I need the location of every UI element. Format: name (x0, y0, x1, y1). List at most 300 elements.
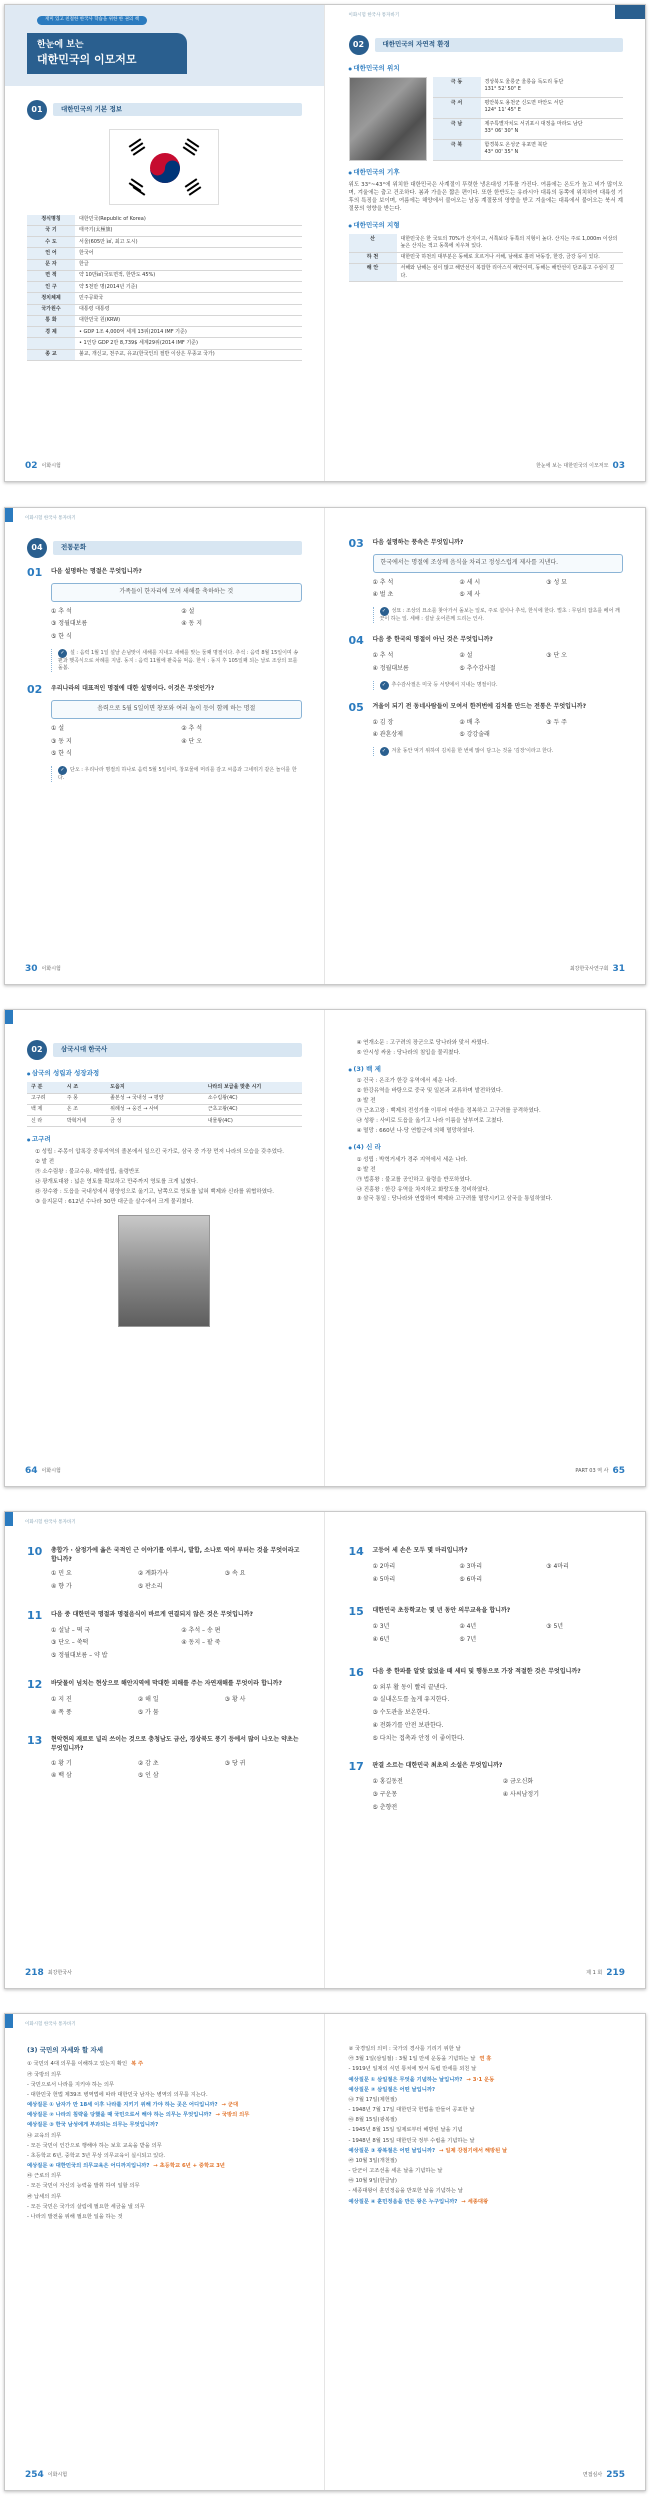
page-number: 255 (606, 2469, 625, 2480)
choice[interactable]: ② 4년 (459, 1623, 477, 1631)
list-item: ③ 삼국 통일 : 당나라와 연합하여 백제와 고구려를 멸망시키고 삼국을 통일하였다. (356, 1196, 553, 1203)
page-label: 이화시험 (41, 965, 61, 972)
table-row: 인 구 약 5천만 명(2014년 기준) (27, 282, 302, 293)
choice[interactable]: ① 황 기 (51, 1759, 72, 1767)
page-label: 한눈에 보는 대한민국의 이모저모 (536, 462, 609, 469)
choice-list (349, 713, 624, 740)
question-02 (27, 684, 302, 782)
choice-list (349, 1617, 624, 1644)
table-row: 고구려 주 몽 졸본성 → 국내성 → 평양 소수림왕(4C) (27, 1093, 302, 1104)
list-item: - 모든 국민은 국가의 살림에 필요한 세금을 낼 의무 (27, 2203, 145, 2210)
list-item: ② 발 전 (356, 1166, 376, 1173)
corner-tab (5, 1512, 13, 1526)
page-label: 이화시험 (41, 462, 61, 469)
table-row: • 1인당 GDP 2만 8,739$ 세계29위(2014 IMF 기준) (27, 338, 302, 349)
page-label: PART 03 역 사 (575, 1467, 609, 1474)
question-14 (349, 1546, 624, 1584)
question-01 (27, 567, 302, 672)
choice[interactable]: ④ 벌 초 (372, 591, 394, 599)
list-item: - 단군이 고조선을 세운 날을 기념하는 날 (348, 2168, 443, 2175)
running-head: 이화시험 한국사 통자바기 (25, 516, 76, 521)
answer-note: → 세종대왕 (461, 2198, 489, 2205)
list-item: 예상질문 ① 남자가 만 18세 이후 나라를 지키기 위해 가야 하는 곳은 어디입니까? → 군대 (27, 2102, 239, 2109)
spread-3 (4, 1009, 646, 1487)
question-text: 다음 중 한파를 알맞 없었을 때 세티 및 행동으로 가장 적절한 것은 무엇입니까? (372, 1667, 581, 1675)
list-item: - 1945년 8월 15일 일제로부터 해방된 날을 기념 (348, 2127, 463, 2134)
section-badge: 01 (27, 100, 47, 120)
choice[interactable]: ⑤ 강강술래 (459, 731, 490, 739)
choice[interactable]: ③ 황 사 (224, 1695, 246, 1703)
choice[interactable]: ③ 구운몽 (372, 1790, 398, 1798)
explanation: ✓ 설 : 음력 1월 1일 설날 손님맞이 새해를 지내고 새해를 맞는 둘째 명절이다. 추석 : 음력 8월 15일이며 송편과 햇곡식으로 차례를 지냄. 동지 : 음력 11월에 팥죽을 먹음. 한식 : 동지 후 105일째 되는 날로 조상의 묘를 돌봄. (51, 649, 302, 673)
page-footer (25, 460, 61, 473)
choice[interactable]: ⑤ 추수감사절 (459, 665, 496, 672)
list-item: - 모든 국민이 자신의 능력을 발휘 하여 일할 의무 (27, 2183, 140, 2190)
question-number: 10 (27, 1545, 43, 1558)
explanation: ✓ 추수감사절은 미국 등 서양에서 지내는 명절이다. (373, 681, 624, 690)
choice[interactable]: ③ 동 지 (51, 737, 72, 745)
choice[interactable]: ② 설 (181, 607, 195, 615)
duties-list (27, 2061, 302, 2221)
choice[interactable]: ③ 단 오 (546, 652, 567, 660)
question-number: 03 (348, 537, 364, 550)
list-item: ② 발 전 (35, 1158, 55, 1165)
question-number: 02 (27, 683, 43, 697)
question-text: 다음 설명하는 풍속은 무엇입니까? (372, 539, 464, 546)
table-row: 정식명칭 대한민국(Republic of Korea) (27, 215, 302, 226)
stele-photo (118, 1215, 210, 1327)
corner-tab (5, 1010, 13, 1024)
table-row: 국가원수 대통령 대통령 (27, 304, 302, 315)
page-02 (5, 5, 325, 481)
given-box: 가족들이 한자리에 모여 새해를 축하하는 것 (51, 583, 302, 602)
table-row: 신 라 박혁거세 금 성 내물왕(4C) (27, 1116, 302, 1127)
choice[interactable]: ④ 향 가 (51, 1583, 72, 1591)
list-item: ① 건국 : 온조가 한강 유역에서 세운 나라. (356, 1078, 457, 1085)
table-row: 극 서 평안북도 용천군 신도면 마안도 서단 124° 11' 45" E (433, 98, 624, 119)
answer-note: → 국방의 의무 (215, 2112, 250, 2119)
table-row: 국 기 태극기(太極旗) (27, 225, 302, 236)
table-row: 하 천 대한민국 하천의 대부분은 동해로 흐르거나 서해, 남해로 흘러 낙동강, 한강, 금강 등이 있다. (349, 252, 624, 263)
list-item: ① 성립 : 주몽이 압록강 중류지역의 졸본에서 일으킨 국가로, 삼국 중 가장 먼저 나라의 모습을 갖추었다. (35, 1148, 285, 1155)
header-small: 재미 있고 친절한 한국사 학습을 위한 한 권의 책 (37, 16, 147, 25)
choice-list (27, 719, 302, 759)
choice[interactable]: ⑤ 인 삼 (137, 1772, 159, 1780)
subtitle-climate: ● 대한민국의 기후 (349, 168, 624, 177)
page-footer (570, 963, 625, 976)
table-header-row: 구 분 시 조 도읍지 나라의 보급을 맞춘 시기 (27, 1082, 302, 1093)
list-item: ㉯ 성왕 : 사비로 도읍을 옮기고 나라 이름을 남부여로 고쳤다. (356, 1118, 504, 1125)
choice[interactable]: ⑤ 춘향전 (372, 1803, 398, 1811)
question-number: 01 (27, 566, 43, 579)
choice[interactable]: ③ 단오 – 쑥떡 (51, 1639, 89, 1647)
table-row: 산 대한민국은 한 국토의 70%가 산지이고, 서쪽보다 동쪽의 지형이 높다. 산지는 주로 1,000m 이상의 높은 산지는 적고 동쪽에 치우쳐 있다. (349, 234, 624, 252)
list-item: 예상질문 ① 삼일절은 무엇을 기념하는 날입니까? → 3·1 운동 (348, 2076, 495, 2083)
page-number: 31 (612, 963, 625, 974)
question-text: 다음 설명하는 명절은 무엇입니까? (51, 568, 142, 575)
choice[interactable]: ② 감 초 (137, 1759, 159, 1767)
section-title: 대한민국의 자연적 환경 (375, 38, 624, 51)
page-number: 218 (25, 1967, 44, 1978)
choice[interactable]: ④ 정월대보름 (372, 665, 409, 672)
subtitle-silla: ● (4) 신 라 (349, 1143, 624, 1152)
page-number: 219 (606, 1967, 625, 1978)
choice-list (27, 602, 302, 642)
page-64 (5, 1010, 325, 1486)
list-item: ② 국경일의 의미 : 국가의 경사를 기리기 위한 날 (348, 2046, 461, 2052)
question-04 (349, 635, 624, 689)
list-item: - 1948년 8월 15일 대한민국 정부 수립을 기념하는 날 (348, 2137, 475, 2144)
question-number: 13 (27, 1734, 43, 1748)
choice[interactable]: ① 2마리 (372, 1563, 396, 1570)
table-row: 극 남 제주특별자치도 서귀포시 대정읍 마라도 남단 33° 06' 30" N (433, 119, 624, 140)
choice[interactable]: ④ 5마리 (372, 1575, 396, 1583)
answer-note: → 일제 강점기에서 해방된 날 (439, 2147, 508, 2154)
section-badge: 02 (27, 1040, 47, 1060)
page-label: 면접심사 (582, 2471, 603, 2478)
section-02-head (349, 35, 624, 55)
choice[interactable]: ② 추석 – 송 편 (181, 1626, 221, 1634)
choice[interactable]: ① 추 석 (372, 652, 394, 660)
choice-list (27, 1564, 302, 1591)
corner-tab (5, 2014, 13, 2028)
table-row: 문 자 한글 (27, 259, 302, 270)
question-text: 총합가 · 삼정가에 옳은 국적인 근 이야기를 이루시, 발합, 소나로 역어 부터는 것을 무엇이라고 합니까? (51, 1547, 300, 1563)
list-item: - 모든 국민이 인간으로 행해야 하는 보호 교육을 받을 의무 (27, 2142, 162, 2149)
page-label: 이화시험 (47, 2471, 68, 2478)
page-218 (5, 1512, 325, 1988)
choice-list (27, 1754, 302, 1781)
question-03 (349, 538, 624, 623)
list-item: - 1948년 7월 17일 대한민국 헌법을 만들어 공포한 날 (348, 2107, 475, 2114)
choice-list (27, 1690, 302, 1717)
title-line1: 한눈에 보는 (37, 39, 84, 50)
choice[interactable]: ③ 5년 (546, 1623, 564, 1631)
choice[interactable]: ① 설 (51, 724, 65, 732)
choice[interactable]: ⑤ 7년 (459, 1636, 477, 1644)
page-number: 254 (25, 2469, 44, 2480)
choice-list (349, 573, 624, 600)
list-item: ① 성립 : 박혁거세가 경주 지역에서 세운 나라. (356, 1156, 468, 1163)
table-row: 정치체제 민주공화국 (27, 293, 302, 304)
section-title: 대한민국의 기본 정보 (53, 103, 302, 116)
table-row: 면 적 약 10만㎢(국토면적, 한반도 45%) (27, 270, 302, 281)
list-item: ① 국민의 4대 의무를 이해하고 있는지 확인 복 주 (27, 2061, 144, 2068)
question-15 (349, 1606, 624, 1644)
list-item: ㉱ 10월 3일(개천절) (348, 2157, 397, 2164)
choice[interactable]: ⑤ 판소리 (137, 1583, 163, 1591)
flag-image (109, 129, 219, 205)
page-number: 03 (612, 460, 625, 471)
page-number: 64 (25, 1465, 38, 1476)
given-box: 한국에서는 명절에 조상께 음식을 차리고 정성스럽게 제사를 지낸다. (373, 554, 624, 573)
list-item: ⑤ 안시성 싸움 : 당나라의 침입을 물리쳤다. (356, 1049, 461, 1056)
list-item: ㉲ 10월 9일(한글날) (348, 2178, 397, 2185)
basic-info-table (27, 215, 302, 361)
running-head: 이화시험 한국사 통자바기 (348, 13, 400, 18)
choice[interactable]: ② 실내온도를 높게 유지한다. (372, 1696, 450, 1704)
explain-icon: ✓ (380, 681, 389, 690)
question-text: 판결 소르는 대한민국 최초의 소설은 무엇입니까? (372, 1762, 503, 1770)
list-item: ㉱ 납세의 의무 (27, 2193, 62, 2200)
choice[interactable]: ① 추 석 (51, 607, 72, 615)
section-02-head (27, 1040, 302, 1060)
explain-icon: ✓ (58, 649, 67, 658)
page-number: 02 (25, 460, 38, 471)
list-item: ③ 발 전 (356, 1098, 376, 1105)
page-label: 최강한국사연구회 (569, 965, 609, 972)
page-255 (325, 2014, 646, 2490)
question-text: 대한민국 초등학교는 몇 년 동안 의무교육을 합니까? (372, 1607, 511, 1615)
list-item: ㉯ 진흥왕 : 한강 유역을 차지하고 화랑도를 정비하였다. (356, 1186, 490, 1193)
choice[interactable]: ② 3마리 (459, 1563, 483, 1570)
list-item: - 국민으로서 나라를 지키야 하는 의무 (27, 2081, 115, 2088)
question-17 (349, 1761, 624, 1812)
explanation: ✓ 성묘 : 조상의 묘소를 찾아가서 돌보는 일로, 주로 설이나 추석, 한식에 한다. 벌초 : 무덤의 잡초를 베어 깨끗이 하는 일. 세배 : 설날 웃어른께 드리는 인사. (373, 607, 624, 623)
list-item: ㉮ 국방의 의무 (27, 2071, 62, 2078)
choice[interactable]: ③ 성 묘 (546, 578, 567, 586)
subtitle-location: ● 대한민국의 위치 (349, 64, 624, 73)
corner-tab (615, 5, 645, 19)
page-65 (325, 1010, 646, 1486)
choice[interactable]: ⑤ 제 사 (459, 591, 481, 599)
page-number: 30 (25, 963, 38, 974)
choice[interactable]: ④ 동지 – 팥 죽 (181, 1639, 221, 1647)
page-label: 이화시험 (41, 1467, 61, 1474)
subtitle-terrain: ● 대한민국의 지형 (349, 221, 624, 230)
list-item: - 1919년 일제의 식민 통치에 맞서 독립 만세를 외친 날 (348, 2066, 477, 2073)
table-row: 극 동 경상북도 울릉군 울릉읍 독도리 동단 131° 52' 50" E (433, 77, 624, 97)
list-item: ④ 연개소문 : 고구려의 장군으로 당나라와 맞서 싸웠다. (356, 1040, 489, 1046)
question-text: 다음 중 대한민국 명절과 명절음식이 바르게 연결되지 않은 것은 무엇입니까? (51, 1610, 253, 1618)
spread-1 (4, 4, 646, 482)
question-10 (27, 1546, 302, 1592)
list-item: ㉰ 장수왕 : 도읍을 국내성에서 평양성으로 옮기고, 남쪽으로 영토를 넓혀 백제와 신라를 위협하였다. (35, 1188, 275, 1195)
satellite-map-image (349, 77, 427, 161)
question-text: 다음 중 한국의 명절이 아닌 것은 무엇입니까? (372, 636, 493, 644)
question-number: 11 (27, 1608, 43, 1622)
list-item: ㉯ 교육의 의무 (27, 2132, 62, 2139)
choice[interactable]: ⑤ 가 뭄 (137, 1708, 159, 1716)
page-31 (325, 508, 646, 984)
question-number: 14 (348, 1545, 364, 1558)
explanation: ✓ 단오 : 우리나라 명절의 하나로 음력 5월 5일이며, 창포물에 머리를 감고 씨름과 그네뛰기 같은 놀이를 한다. (51, 766, 302, 782)
list-item: ㉰ 근로의 의무 (27, 2173, 62, 2180)
list-item: - 나라의 발전을 위해 필요한 일을 하는 것 (27, 2214, 123, 2220)
list-item: ㉯ 광개토대왕 : 넓은 영토를 확보하고 만주까지 영토를 크게 넓혔다. (35, 1178, 198, 1185)
choice-list (27, 1621, 302, 1661)
table-row: 해 안 서해와 남해는 섬이 많고 해안선이 복잡한 리아스식 해안이며, 동해는 해안선이 단조롭고 수심이 깊다. (349, 263, 624, 282)
choice[interactable]: ③ 두 주 (546, 718, 567, 726)
list-item: ② 한강유역을 바탕으로 중국 및 일본과 교류하며 발전하였다. (356, 1088, 503, 1095)
answer-note: 복 주 (131, 2061, 144, 2068)
choice[interactable]: ⑤ 정월대보름 – 약 밥 (51, 1652, 108, 1660)
title-line2: 대한민국의 이모저모 (37, 52, 137, 66)
holidays-list (349, 2046, 624, 2206)
choice-list (349, 1678, 624, 1743)
choice[interactable]: ② 해 일 (137, 1695, 159, 1703)
page-30 (5, 508, 325, 984)
choice-list (349, 1557, 624, 1584)
choice[interactable]: ⑤ 한 식 (51, 633, 72, 641)
choice-list (349, 646, 624, 673)
question-number: 04 (348, 634, 364, 648)
choice[interactable]: ① 민 요 (51, 1570, 72, 1578)
choice[interactable]: ⑤ 다치는 접촉과 안정 이 좋이한다. (372, 1734, 465, 1742)
page-footer (575, 1465, 625, 1478)
choice[interactable]: ④ 동 지 (181, 620, 203, 628)
choice[interactable]: ③ 4마리 (546, 1563, 569, 1570)
page-label: 제 1 회 (586, 1969, 603, 1976)
section-04-head (27, 538, 302, 558)
choice[interactable]: ④ 관혼상제 (372, 731, 403, 739)
table-row: 언 어 한국어 (27, 248, 302, 259)
given-box: 음력으로 5월 5일이면 창포와 여러 놀이 등이 함께 하는 명절 (51, 700, 302, 719)
taegeukgi-icon (110, 130, 220, 206)
choice[interactable]: ② 금오신화 (502, 1778, 534, 1786)
list-item: ㉮ 근초고왕 : 백제의 전성기를 이루어 마한을 정복하고 고구려를 공격하였다. (356, 1108, 541, 1115)
choice[interactable]: ④ 전화기를 안전 보관한다. (372, 1721, 444, 1729)
section-01-head (27, 100, 302, 120)
choice[interactable]: ② 설 (459, 652, 473, 660)
choice[interactable]: ① 추 석 (372, 578, 394, 586)
answer-note: → 초등학교 6년 + 중학교 3년 (153, 2163, 225, 2170)
page-footer (536, 460, 625, 473)
choice[interactable]: ③ 정월대보름 (51, 620, 88, 628)
choice[interactable]: ④ 폭 풍 (51, 1708, 72, 1716)
choice[interactable]: ⑤ 6마리 (459, 1575, 483, 1583)
list-item: 예상질문 ② 나라의 침략을 당했을 때 국민으로서 해야 하는 의무는 무엇입니까? → 국방의 의무 (27, 2112, 250, 2119)
question-number: 12 (27, 1677, 43, 1691)
answer-note: → 군대 (221, 2102, 239, 2109)
list-item: ㉮ 3월 1일(삼일절) : 3월 1일 만세 운동을 기념하는 날 연 휴 (348, 2056, 492, 2063)
question-05 (349, 702, 624, 756)
section-badge: 04 (27, 538, 47, 558)
list-item: 예상질문 ③ 한국 남성에게 부과되는 의무는 무엇입니까? (27, 2122, 159, 2129)
page-number: 65 (612, 1465, 625, 1476)
choice[interactable]: ③ 수도관을 보온한다. (372, 1709, 430, 1717)
table-row: 통 화 대한민국 원(KRW) (27, 315, 302, 326)
list-item: ㉮ 소수림왕 : 불교수용, 태학설립, 율령반포 (35, 1168, 140, 1175)
explanation: ✓ 겨울 동안 먹기 위하여 김치를 한 번에 많이 담그는 것을 '김장'이라고 한다. (373, 747, 624, 756)
spread-5 (4, 2013, 646, 2491)
explain-icon: ✓ (380, 607, 389, 616)
explain-icon: ✓ (380, 747, 389, 756)
table-row: 경 제 • GDP 1조 4,000억 세계 13위(2014 IMF 기준) (27, 327, 302, 338)
table-row: 극 북 함경북도 온성군 유포면 북단 43° 00' 35" N (433, 140, 624, 161)
list-item: ㉯ 7월 17일(제헌절) (348, 2096, 397, 2103)
choice[interactable]: ④ 사씨남정기 (502, 1790, 540, 1798)
question-13 (27, 1735, 302, 1781)
question-number: 15 (348, 1605, 364, 1619)
page-footer (25, 963, 61, 976)
list-item: 예상질문 ④ 훈민정음을 만든 왕은 누구입니까? → 세종대왕 (348, 2198, 489, 2205)
list-item: 예상질문 ② 삼일절은 어떤 날입니까? (348, 2086, 436, 2093)
question-text: 바닷물이 넘치는 현상으로 해안지역에 막대한 피해를 주는 자연재해를 무엇이라 합니까? (51, 1679, 282, 1687)
choice[interactable]: ① 홍길동전 (372, 1778, 403, 1786)
choice[interactable]: ① 설날 – 떡 국 (51, 1626, 91, 1634)
list-item: - 세종대왕이 훈민정음을 반포한 날을 기념하는 날 (348, 2188, 463, 2195)
choice[interactable]: ④ 단 오 (181, 737, 203, 745)
page-219 (325, 1512, 646, 1988)
question-12 (27, 1679, 302, 1717)
choice[interactable]: ④ 백 삼 (51, 1772, 72, 1780)
list-item: ㉮ 법흥왕 : 불교를 공인하고 율령을 반포하였다. (356, 1176, 472, 1183)
choice[interactable]: ④ 6년 (372, 1636, 390, 1644)
section-badge: 02 (349, 35, 369, 55)
choice[interactable]: ③ 당 귀 (224, 1759, 246, 1767)
choice[interactable]: ① 3년 (372, 1623, 390, 1631)
list-item: - 초등학교 6년, 중학교 3년 무상 의무교육이 실시되고 있다. (27, 2152, 166, 2159)
answer-note: 연 휴 (479, 2056, 492, 2063)
terrain-table (349, 234, 624, 282)
spread-2 (4, 507, 646, 985)
location-table (433, 77, 624, 161)
choice[interactable]: ① 김 장 (372, 718, 394, 726)
table-row: 종 교 불교, 개신교, 천주교, 유교(한국인의 절반 이상은 무종교 국가) (27, 349, 302, 360)
choice[interactable]: ② 배 추 (459, 718, 481, 726)
question-number: 17 (348, 1760, 364, 1774)
page-footer (586, 1967, 625, 1980)
kingdoms-table (27, 1082, 302, 1127)
table-row: 백 제 온 조 위례성 → 웅진 → 사비 근초고왕(4C) (27, 1104, 302, 1115)
section-title: 전통문화 (53, 541, 302, 554)
question-text: 우리나라의 대표적인 명절에 대한 설명이다. 이것은 무엇인가? (51, 685, 215, 693)
running-head: 이화시험 한국사 통자바기 (25, 1520, 76, 1525)
choice[interactable]: ① 외부 활 동이 빨리 끝낸다. (372, 1683, 448, 1691)
page-footer (25, 2469, 67, 2482)
question-11 (27, 1610, 302, 1661)
subtitle-three-kingdoms: ● 삼국의 성립과 성장과정 (27, 1069, 302, 1078)
list-item: - 대한민국 헌법 제39조 병역법에 따라 대한민국 남자는 병역의 의무를 지는다. (27, 2091, 208, 2098)
choice-list (349, 1772, 624, 1812)
list-item: ④ 멸망 : 660년 나·당 연합군에 의해 멸망하였다. (356, 1128, 475, 1135)
page-03 (325, 5, 646, 481)
subtitle-goguryeo: ● 고구려 (27, 1135, 302, 1144)
running-head: 이화시험 한국사 통자바기 (25, 2022, 76, 2027)
question-text: 겨울이 되기 전 동네사람들이 모여서 한꺼번에 김치를 만드는 전통은 무엇입니까? (372, 702, 587, 710)
question-text: 현악현의 재료로 널리 쓰이는 것으로 충청남도 금산, 경상북도 풍기 등에서 많이 나오는 약초는 무엇입니까? (51, 1736, 299, 1752)
choice[interactable]: ⑤ 한 식 (51, 750, 72, 758)
choice[interactable]: ② 계화가사 (137, 1570, 169, 1578)
explain-icon: ✓ (58, 766, 67, 775)
page-footer (25, 1967, 72, 1980)
section-heading: (3) 국민의 자세와 할 자세 (27, 2046, 104, 2054)
climate-paragraph: 위도 33°~43°에 위치한 대한민국은 사계절이 뚜렷한 냉온대성 기후를 가진다. 여름에는 온도가 높고 비가 많이오며, 겨울에는 춥고 건조하다. 봄과 가을은 짧은 편이다. 또한 한반도는 유라시아 대륙의 동쪽에 위치하여 대륙성 기후의 특징을 보이며, 여름에는 해양에서 불어오는 남동 계절풍의 영향을 받고 겨울에는 대륙에서 불어오는 북서 계절풍의 영향을 받는다. (348, 181, 623, 212)
page-footer (25, 1465, 61, 1478)
location-block (349, 77, 624, 161)
list-item: ㉰ 8월 15일(광복절) (348, 2117, 397, 2124)
page-label: 최강한국사 (47, 1969, 72, 1976)
list-item: ③ 을지문덕 : 612년 수나라 30만 대군을 살수에서 크게 물리쳤다. (35, 1198, 194, 1205)
section-title: 삼국시대 한국사 (53, 1043, 302, 1056)
question-16 (349, 1667, 624, 1743)
spread-4 (4, 1511, 646, 1989)
question-text: 고등어 세 손은 모두 몇 마리입니까? (372, 1547, 468, 1554)
corner-tab (5, 508, 13, 522)
page-254 (5, 2014, 325, 2490)
subtitle-baekje: ● (3) 백 제 (349, 1065, 624, 1074)
question-number: 16 (348, 1665, 364, 1679)
choice[interactable]: ① 지 진 (51, 1695, 72, 1703)
choice[interactable]: ② 세 시 (459, 578, 481, 586)
choice[interactable]: ② 추 석 (181, 724, 203, 732)
list-item: 예상질문 ④ 대한민국의 의무교육은 어디까지입니까? → 초등학교 6년 + 중학교 3년 (27, 2163, 225, 2170)
choice[interactable]: ③ 속 요 (224, 1570, 246, 1578)
list-item: 예상질문 ③ 광복절은 어떤 날입니까? → 일제 강점기에서 해방된 날 (348, 2147, 508, 2154)
table-row: 수 도 서울(605만 ㎢, 최고 도시) (27, 237, 302, 248)
answer-note: → 3·1 운동 (466, 2076, 495, 2083)
